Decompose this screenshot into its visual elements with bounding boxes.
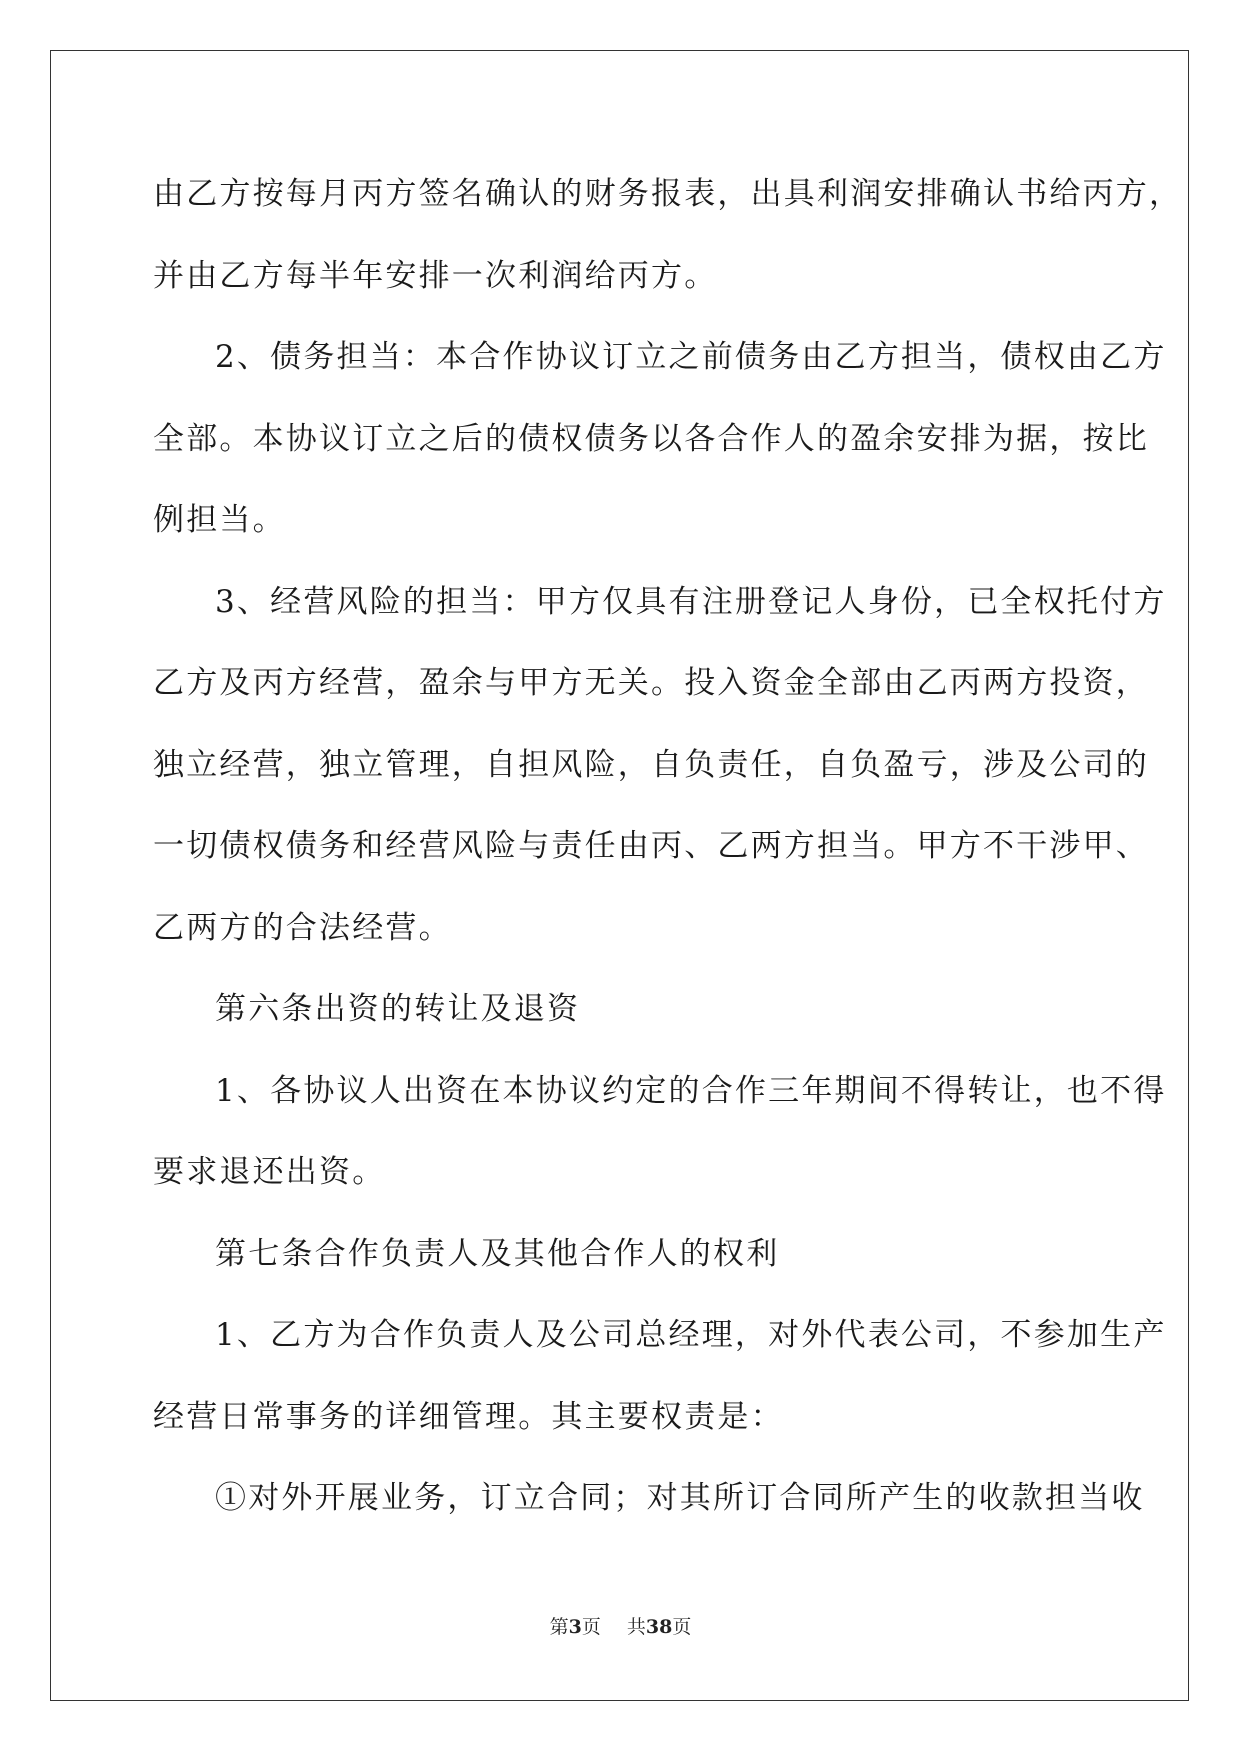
page-prefix: 第 [549,1616,569,1638]
text-line: 由乙方按每月丙方签名确认的财务报表，出具利润安排确认书给丙方， [153,176,1183,212]
page-footer [0,1612,1241,1642]
text-line: ①对外开展业务，订立合同；对其所订合同所产生的收款担当收 [215,1480,1145,1516]
text-line: 独立经营，独立管理，自担风险，自负责任，自负盈亏，涉及公司的 [153,746,1149,783]
total-unit: 页 [672,1616,692,1638]
page-unit: 页 [581,1616,601,1638]
document-body [153,164,1183,1550]
text-line: 经营日常事务的详细管理。其主要权责是： [153,1398,784,1435]
section-heading: 第六条出资的转让及退资 [215,991,581,1027]
total-prefix: 共 [626,1616,646,1638]
text-line: 例担当。 [153,502,286,538]
text-line: 2、债务担当：本合作协议订立之前债务由乙方担当，债权由乙方 [215,339,1167,375]
text-line: 3、经营风险的担当：甲方仅具有注册登记人身份，已全权托付方 [215,583,1167,620]
text-line: 乙两方的合法经营。 [153,909,452,946]
text-line: 1、乙方为合作负责人及公司总经理，对外代表公司，不参加生产 [215,1317,1167,1353]
text-line: 乙方及丙方经营，盈余与甲方无关。投入资金全部由乙丙两方投资， [153,665,1149,701]
section-heading: 第七条合作负责人及其他合作人的权利 [215,1235,780,1272]
text-line: 要求退还出资。 [153,1154,386,1190]
text-line: 全部。本协议订立之后的债权债务以各合作人的盈余安排为据，按比 [153,420,1149,457]
text-line: 1、各协议人出资在本协议约定的合作三年期间不得转让，也不得 [215,1072,1167,1109]
page-total: 38 [645,1616,673,1638]
text-line: 一切债权债务和经营风险与责任由丙、乙两方担当。甲方不干涉甲、 [153,828,1149,864]
page-number: 3 [568,1616,582,1638]
text-line: 并由乙方每半年安排一次利润给丙方。 [153,257,718,294]
